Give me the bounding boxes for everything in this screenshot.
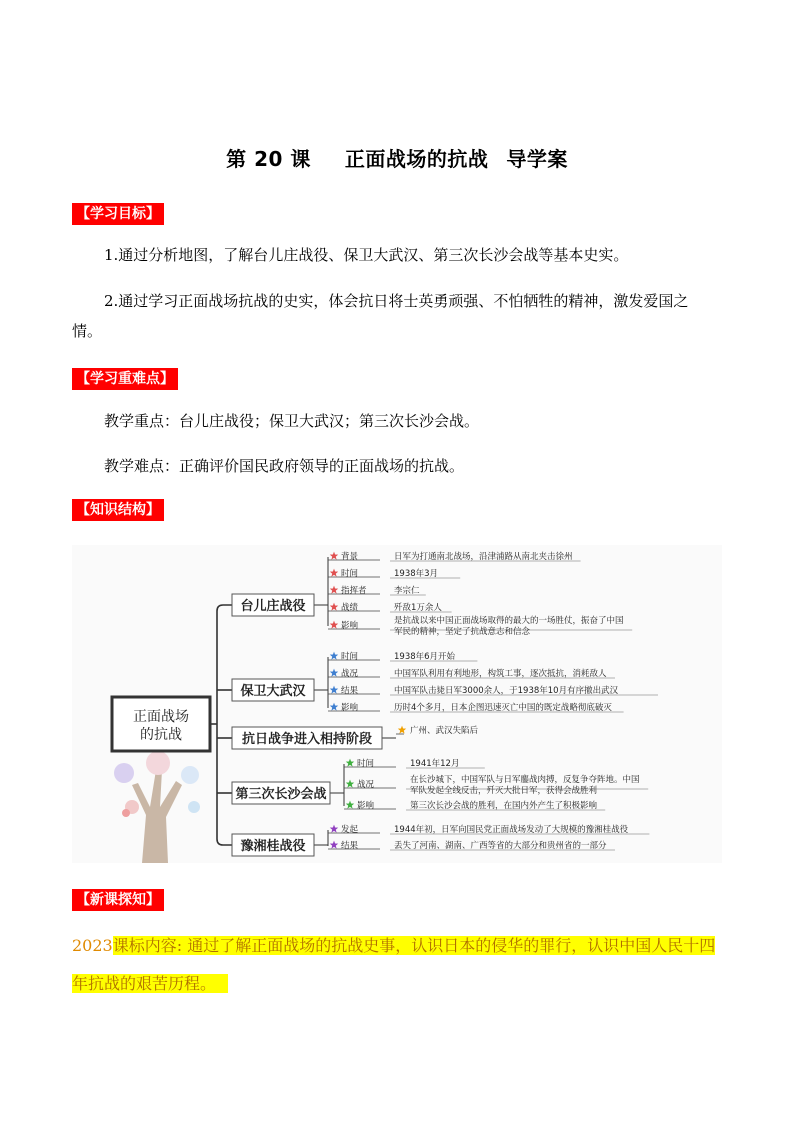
- item-key: 时间: [357, 759, 375, 769]
- branch-item: [328, 602, 452, 613]
- standard-text-2: 年抗战的艰苦历程。: [72, 974, 228, 993]
- branch-label: 豫湘桂战役: [240, 839, 306, 854]
- star-icon: [330, 552, 338, 560]
- item-key: 战绩: [341, 603, 359, 613]
- root-label-line2: 的抗战: [140, 727, 182, 743]
- item-text: 是抗战以来中国正面战场取得的最大的一场胜仗，振奋了中国: [394, 616, 624, 626]
- lesson-topic: 正面战场的抗战: [344, 147, 489, 171]
- star-icon: [330, 621, 338, 629]
- branch-item: [328, 615, 632, 637]
- branch-item: [328, 568, 460, 579]
- branch-item: [344, 800, 605, 811]
- mindmap-diagram: [72, 545, 722, 863]
- star-icon: [330, 669, 338, 677]
- branch-item: [328, 551, 581, 562]
- item-key: 影响: [341, 621, 359, 631]
- branch-label: 保卫大武汉: [240, 684, 306, 699]
- item-text: 1941年12月: [410, 759, 460, 769]
- item-text: 军队发起全线反击，歼灭大批日军，获得会战胜利: [410, 786, 598, 796]
- standard-text-1: 课标内容: 通过了解正面战场的抗战史事，认识日本的侵华的罪行，认识中国人民十四: [112, 936, 716, 955]
- branch-item: [328, 840, 615, 851]
- star-icon: [330, 703, 338, 711]
- trunk-line: [217, 605, 232, 845]
- page-title: [0, 143, 794, 172]
- star-icon: [346, 759, 354, 767]
- root-label-line1: 正面战场: [133, 709, 189, 725]
- item-text: 1938年6月开始: [394, 652, 456, 662]
- item-text: 1938年3月: [394, 569, 439, 579]
- branch-2: [232, 651, 658, 713]
- star-icon: [346, 780, 354, 788]
- branch-item: [328, 702, 624, 713]
- item-key: 结果: [341, 841, 359, 851]
- knowledge-mindmap: [72, 545, 722, 863]
- item-key: 结果: [341, 686, 359, 696]
- item-key: 影响: [341, 703, 359, 713]
- star-icon: [330, 825, 338, 833]
- branch-label: 第三次长沙会战: [235, 787, 327, 802]
- item-text: 在长沙城下，中国军队与日军鏖战肉搏，反复争夺阵地。中国: [410, 775, 640, 785]
- new-lesson-line2: [72, 967, 724, 1001]
- objective-2-line1: 2.通过学习正面战场抗战的史实，体会抗日将士英勇顽强、不怕牺牲的精神，激发爱国之: [104, 292, 689, 310]
- item-text: 军民的精神，坚定了抗战意志和信念: [394, 627, 531, 637]
- branch-item: [396, 725, 479, 736]
- item-text: 1944年初，日军向国民党正面战场发动了大规模的豫湘桂战役: [394, 825, 629, 835]
- objective-1: 1.通过分析地图，了解台儿庄战役、保卫大武汉、第三次长沙会战等基本史实。: [104, 246, 629, 264]
- star-icon: [330, 652, 338, 660]
- item-key: 时间: [341, 569, 359, 579]
- branch-label: 抗日战争进入相持阶段: [241, 732, 373, 747]
- standard-year: 2023: [72, 936, 113, 955]
- item-text: 广州、武汉失陷后: [410, 726, 479, 736]
- branch-3: [232, 725, 479, 749]
- item-text: 日军为打通南北战场，沿津浦路从南北夹击徐州: [394, 552, 573, 562]
- item-key: 时间: [341, 652, 359, 662]
- mindmap-root: [112, 697, 210, 751]
- structure-heading: 【知识结构】: [72, 499, 164, 521]
- lesson-number: 第 20 课: [226, 147, 311, 171]
- star-icon: [346, 801, 354, 809]
- new-lesson-heading: 【新课探知】: [72, 889, 164, 911]
- branch-item: [328, 651, 477, 662]
- star-icon: [330, 603, 338, 611]
- tree-decoration: [114, 734, 200, 863]
- item-text: 歼敌1万余人: [394, 603, 442, 613]
- star-icon: [330, 686, 338, 694]
- item-text: 丢失了河南、湖南、广西等省的大部分和贵州省的一部分: [394, 841, 607, 851]
- item-key: 影响: [357, 801, 375, 811]
- item-text: 历时4个多月，日本企图迅速灭亡中国的既定战略彻底破灭: [394, 703, 612, 713]
- branch-item: [328, 585, 426, 596]
- objectives-heading: 【学习目标】: [72, 203, 164, 225]
- key-points-heading: 【学习重难点】: [72, 368, 178, 390]
- branch-item: [344, 774, 648, 796]
- branch-label: 台儿庄战役: [240, 599, 306, 614]
- key-point: 教学重点：台儿庄战役；保卫大武汉；第三次长沙会战。: [104, 412, 480, 430]
- star-icon: [330, 586, 338, 594]
- branch-4: [232, 758, 648, 811]
- item-key: 战况: [357, 780, 375, 790]
- item-text: 李宗仁: [394, 586, 420, 596]
- item-key: 指挥者: [341, 586, 367, 596]
- star-icon: [330, 569, 338, 577]
- branch-item: [344, 758, 485, 769]
- item-text: 中国军队击毙日军3000余人，于1938年10月有序撤出武汉: [394, 686, 619, 696]
- star-icon: [398, 726, 406, 734]
- item-key: 发起: [341, 825, 359, 835]
- branch-item: [328, 668, 615, 679]
- objective-2-line2: 情。: [72, 322, 103, 340]
- item-text: 第三次长沙会战的胜利，在国内外产生了积极影响: [410, 801, 598, 811]
- branch-5: [232, 824, 649, 856]
- item-key: 背景: [341, 552, 359, 562]
- difficult-point: 教学难点：正确评价国民政府领导的正面战场的抗战。: [104, 457, 465, 475]
- branch-item: [328, 685, 658, 696]
- branch-item: [328, 824, 649, 835]
- lesson-suffix: 导学案: [506, 147, 568, 171]
- star-icon: [330, 841, 338, 849]
- item-key: 战况: [341, 669, 359, 679]
- new-lesson-line1: [72, 929, 724, 963]
- item-text: 中国军队利用有利地形，构筑工事，逐次抵抗，消耗敌人: [394, 669, 607, 679]
- branch-1: [232, 551, 632, 637]
